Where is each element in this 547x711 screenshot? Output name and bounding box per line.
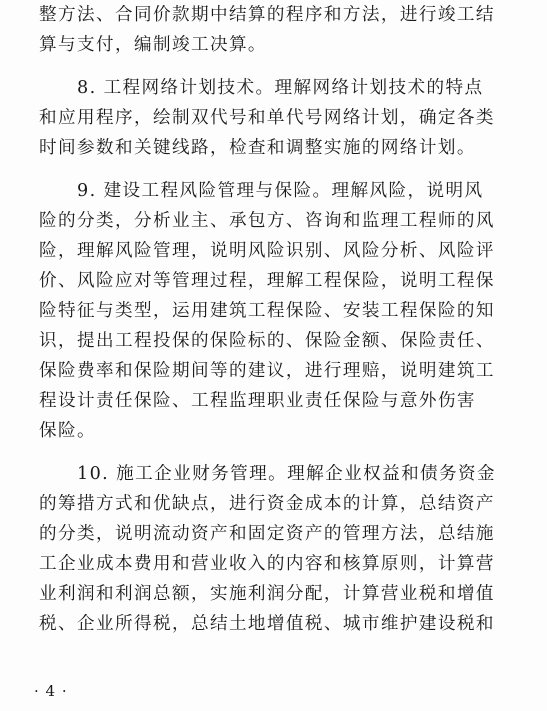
document-body [39,0,511,639]
paragraph-item-8 [39,73,511,163]
text-line: 时间参数和关键线路，检查和调整实施的网络计划。 [39,138,476,158]
paragraph-item-10 [39,459,511,639]
text-line: 工企业成本费用和营业收入的内容和核算原则，计算营 [39,554,495,574]
text-line: 保险费率和保险期间等的建议，进行理赔，说明建筑工 [39,361,495,381]
text-line: 的筹措方式和优缺点，进行资金成本的计算，总结资产 [39,494,495,514]
text-line: 算与支付，编制竣工决算。 [39,35,267,55]
text-line: 险，理解风险管理，说明风险识别、风险分析、风险评 [39,241,495,261]
page-number: · 4 · [34,682,68,700]
text-line: 险的分类，分析业主、承包方、咨询和监理工程师的风 [39,211,495,231]
text-line: 程设计责任保险、工程监理职业责任保险与意外伤害 [39,391,476,411]
paragraph-item-9 [39,176,511,446]
paragraph-gap [39,163,511,176]
text-line: 税、企业所得税，总结土地增值税、城市维护建设税和 [39,614,495,634]
text-line: 整方法、合同价款期中结算的程序和方法，进行竣工结 [39,5,495,25]
text-line: 的分类，说明流动资产和固定资产的管理方法，总结施 [39,524,495,544]
text-line: 10. 施工企业财务管理。理解企业权益和债务资金 [39,464,497,484]
text-line: 8. 工程网络计划技术。理解网络计划技术的特点 [39,78,484,98]
text-line: 保险。 [39,421,96,441]
text-line: 9. 建设工程风险管理与保险。理解风险，说明风 [39,181,484,201]
text-line: 险特征与类型，运用建筑工程保险、安装工程保险的知 [39,301,495,321]
text-line: 业利润和利润总额，实施利润分配，计算营业税和增值 [39,584,495,604]
text-line: 和应用程序，绘制双代号和单代号网络计划，确定各类 [39,108,495,128]
paragraph-gap [39,446,511,459]
paragraph-gap [39,60,511,73]
text-line: 价、风险应对等管理过程，理解工程保险，说明工程保 [39,271,495,291]
paragraph-intro [39,0,511,60]
text-line: 识，提出工程投保的保险标的、保险金额、保险责任、 [39,331,495,351]
